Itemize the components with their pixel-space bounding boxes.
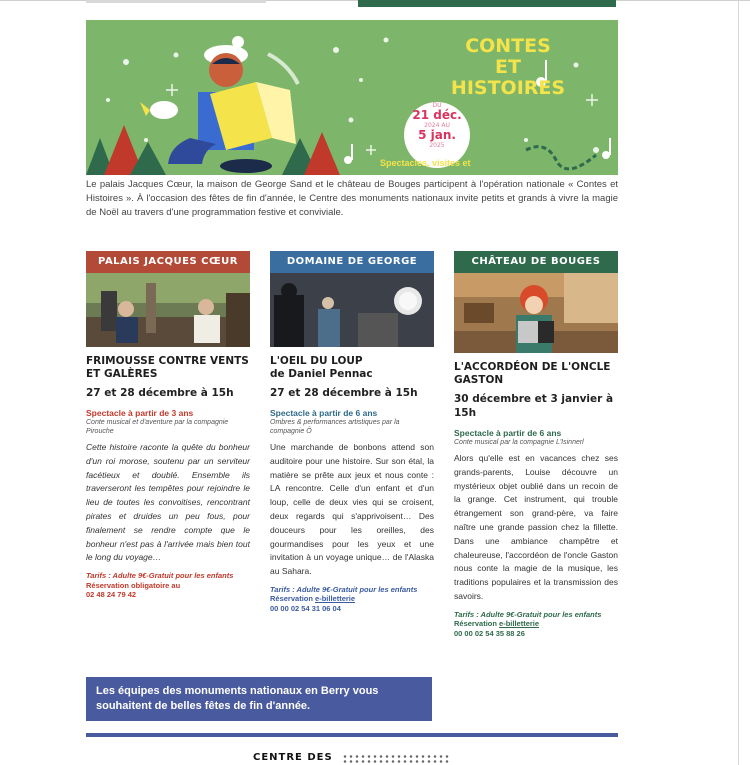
cmn-logo-dots: [342, 754, 450, 765]
cmn-logo-text: CENTRE DES: [253, 752, 333, 763]
event-dates: 27 et 28 décembre à 15h: [270, 387, 418, 399]
event-card-jacques-coeur: [86, 251, 250, 600]
event-description: Une marchande de bonbons attend son auditoire pour une histoire. Sur son étal, la matière se prête aux jeux et nous conte : LA rencontre. Celle d'un enfant et d'un loup, celle de deux vies qui se croisent, deux regards qui s'apprivoisent… Des douceurs pour les oreilles, des gourmandises pour les yeux et une invitation à un voyage unique… de l'Alaska au Sahara.: [270, 442, 434, 577]
event-card-george-sand: [270, 251, 434, 614]
event-photo: [270, 273, 434, 347]
event-photo-image: [454, 273, 618, 353]
event-photo-image: [86, 273, 250, 347]
event-card-bouges: [454, 251, 618, 639]
event-reservation: [454, 619, 618, 629]
hero-title: [438, 36, 578, 99]
event-tarifs: Tarifs : Adulte 9€-Gratuit pour les enfants: [86, 571, 234, 581]
event-reservation: [270, 594, 434, 604]
event-title: L'OEIL DU LOUP: [270, 355, 363, 367]
date-end: 5 jan.: [418, 128, 456, 142]
event-photo: [454, 273, 618, 353]
event-tarifs: Tarifs : Adulte 9€-Gratuit pour les enfants: [270, 584, 418, 594]
event-photo-image: [270, 273, 434, 347]
event-phone[interactable]: 02 48 24 79 42: [86, 590, 137, 600]
top-divider: [86, 0, 266, 3]
event-genre: Conte musical et d'aventure par la compagnie Pirouche: [86, 419, 229, 435]
hero-title-line2: ET HISTOIRES: [450, 56, 566, 99]
e-ticket-link[interactable]: e-billetterie: [315, 594, 356, 604]
event-photo: [86, 273, 250, 347]
venue-badge: PALAIS JACQUES CŒUR: [86, 251, 250, 273]
bottom-divider: [86, 733, 618, 737]
event-age: Spectacle à partir de 6 ans: [270, 408, 378, 418]
hero-title-line1: CONTES: [465, 35, 551, 57]
event-phone[interactable]: 00 00 02 54 35 88 26: [454, 628, 525, 638]
date-prefix: DU: [432, 102, 442, 109]
event-dates: 27 et 28 décembre à 15h: [86, 387, 234, 399]
date-middle: 2024 AU: [424, 122, 450, 129]
page-edge: [738, 0, 739, 765]
intro-paragraph: Le palais Jacques Cœur, la maison de George Sand et le château de Bouges participent à l'opération nationale « Contes et Histoires ». À l'occasion des fêtes de fin d'année, le Centre des monuments nationaux invite petits et grands à vivre la magie de Noël au travers d'une programmation festive et conviviale.: [86, 179, 618, 218]
event-subtitle: de Daniel Pennac: [270, 368, 373, 380]
event-description: Alors qu'elle est en vacances chez ses grands-parents, Louise découvre un mystérieux objet oublié dans un recoin de la grange. Cet instrument, qui trouble étrangement son grand-père, va faire naître une grande passion chez la fillette. Dans une ambiance champêtre et chaleureuse, l'accordéon de l'oncle Gaston nous conte la magie de la musique, les traditions populaires et la transmission des savoirs.: [454, 453, 618, 601]
event-title: FRIMOUSSE CONTRE VENTS ET GALÈRES: [86, 355, 249, 380]
venue-badge: DOMAINE DE GEORGE: [270, 251, 434, 273]
event-reservation: [86, 581, 250, 591]
event-description: Cette histoire raconte la quête du bonheur d'un roi morose, soutenu par un serviteur facétieux et doublé. Ensemble ils traverseront les tempêtes pour rejoindre le lieu de toutes les convoitises, rencontrant pirates et druides un peu fous, pour finalement se rendre compte que le bonheur n'est pas à l'arrivée mais bien tout le long du voyage…: [86, 442, 250, 563]
season-greeting: Les équipes des monuments nationaux en Berry vous souhaitent de belles fêtes de fin d'année.: [86, 677, 432, 721]
hero-footer-text: Spectacles, visites et: [380, 158, 471, 168]
venue-badge: CHÂTEAU DE BOUGES: [454, 251, 618, 273]
event-dates: 30 décembre et 3 janvier à 15h: [454, 393, 614, 419]
hero-banner: [86, 20, 618, 175]
event-title: L'ACCORDÉON DE L'ONCLE GASTON: [454, 361, 611, 386]
event-age: Spectacle à partir de 6 ans: [454, 428, 562, 438]
event-age: Spectacle à partir de 3 ans: [86, 408, 194, 418]
e-ticket-link[interactable]: e-billetterie: [499, 619, 540, 629]
event-genre: Conte musical par la compagnie L'Isinnerl: [454, 439, 584, 446]
date-year: 2025: [429, 142, 445, 149]
event-phone[interactable]: 00 00 02 54 31 06 04: [270, 603, 341, 613]
reservation-label: Réservation: [454, 619, 500, 629]
top-green-bar: [358, 0, 616, 7]
event-genre: Ombres & performances artistiques par la compagnie Ô: [270, 419, 400, 435]
event-tarifs: Tarifs : Adulte 9€-Gratuit pour les enfants: [454, 609, 602, 619]
reservation-label: Réservation: [270, 594, 316, 604]
date-start: 21 déc.: [412, 108, 462, 122]
reservation-label: Réservation obligatoire au: [86, 580, 181, 590]
